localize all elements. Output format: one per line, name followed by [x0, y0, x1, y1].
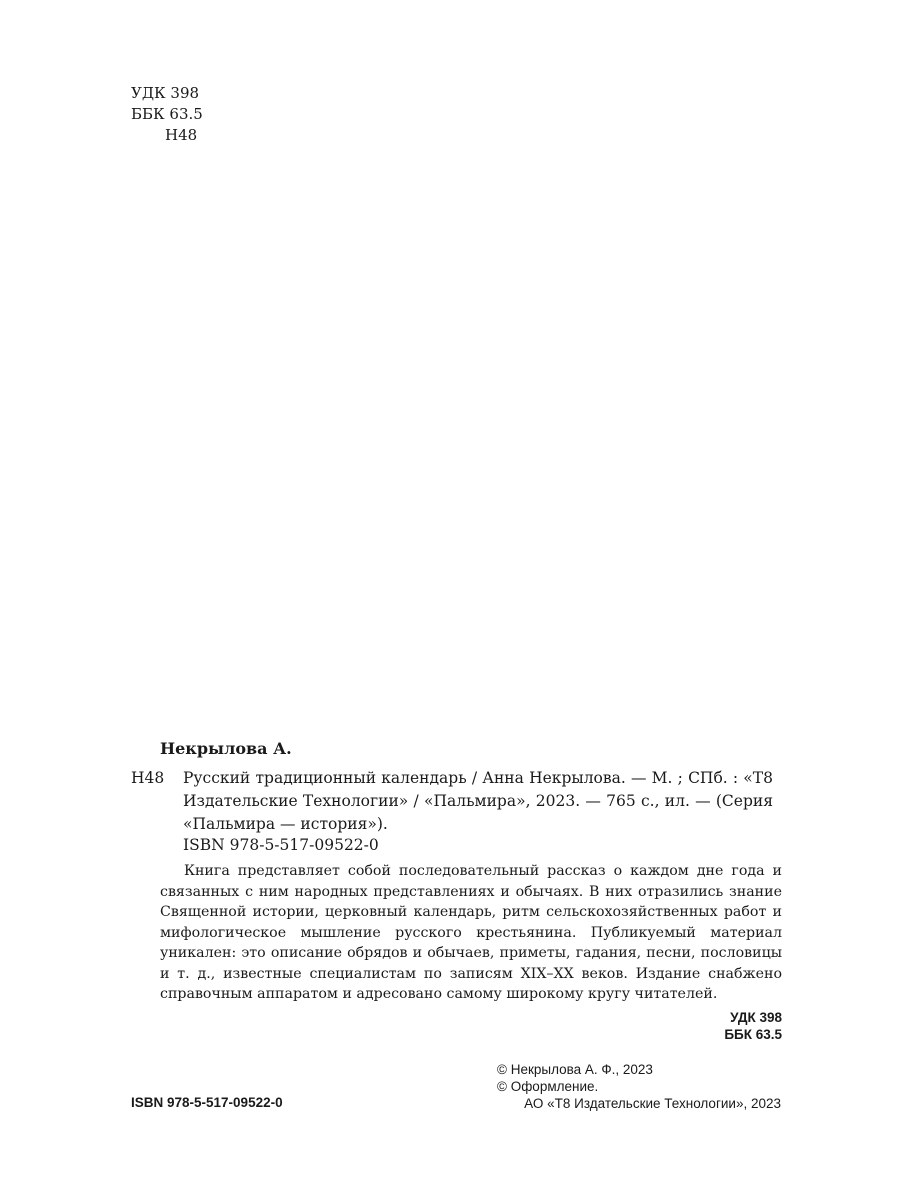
top-classification-codes	[131, 83, 203, 146]
copyright-author: © Некрылова А. Ф., 2023	[497, 1062, 653, 1077]
bib-isbn: ISBN 978-5-517-09522-0	[183, 836, 379, 854]
bottom-bbk-code: ББК 63.5	[724, 1027, 782, 1042]
bibliographic-description: Русский традиционный календарь / Анна Некрылова. — М. ; СПб. : «Т8 Издательские Технологии» / «Пальмира», 2023. — 765 с., ил. — (Серия «Пальмира — история»).	[183, 769, 773, 833]
bottom-udk-code: УДК 398	[730, 1010, 782, 1025]
copyright-design: © Оформление.	[497, 1079, 599, 1094]
copyright-publisher: АО «Т8 Издательские Технологии», 2023	[524, 1096, 781, 1111]
bbk-code: ББК 63.5	[131, 105, 203, 123]
udk-code: УДК 398	[131, 84, 200, 102]
isbn-bottom: ISBN 978-5-517-09522-0	[131, 1095, 283, 1110]
bib-author-mark: Н48	[131, 769, 165, 787]
author-heading: Некрылова А.	[160, 739, 292, 758]
bottom-classification-codes	[724, 1009, 782, 1043]
annotation-paragraph: Книга представляет собой последовательный рассказ о каждом дне года и связанных с ним народных представлениях и обычаях. В них отразились знание Священной истории, церковный календарь, ритм сельскохозяйственных работ и мифологическое мышление русского крестьянина. Публикуемый материал уникален: это описание обрядов и обычаев, приметы, гадания, песни, пословицы и т. д., известные специалистам по записям XIX–XX веков. Издание снабжено справочным аппаратом и адресовано самому широкому кругу читателей.	[160, 863, 782, 1002]
copyright-block	[497, 1061, 781, 1112]
author-mark: Н48	[165, 126, 198, 144]
